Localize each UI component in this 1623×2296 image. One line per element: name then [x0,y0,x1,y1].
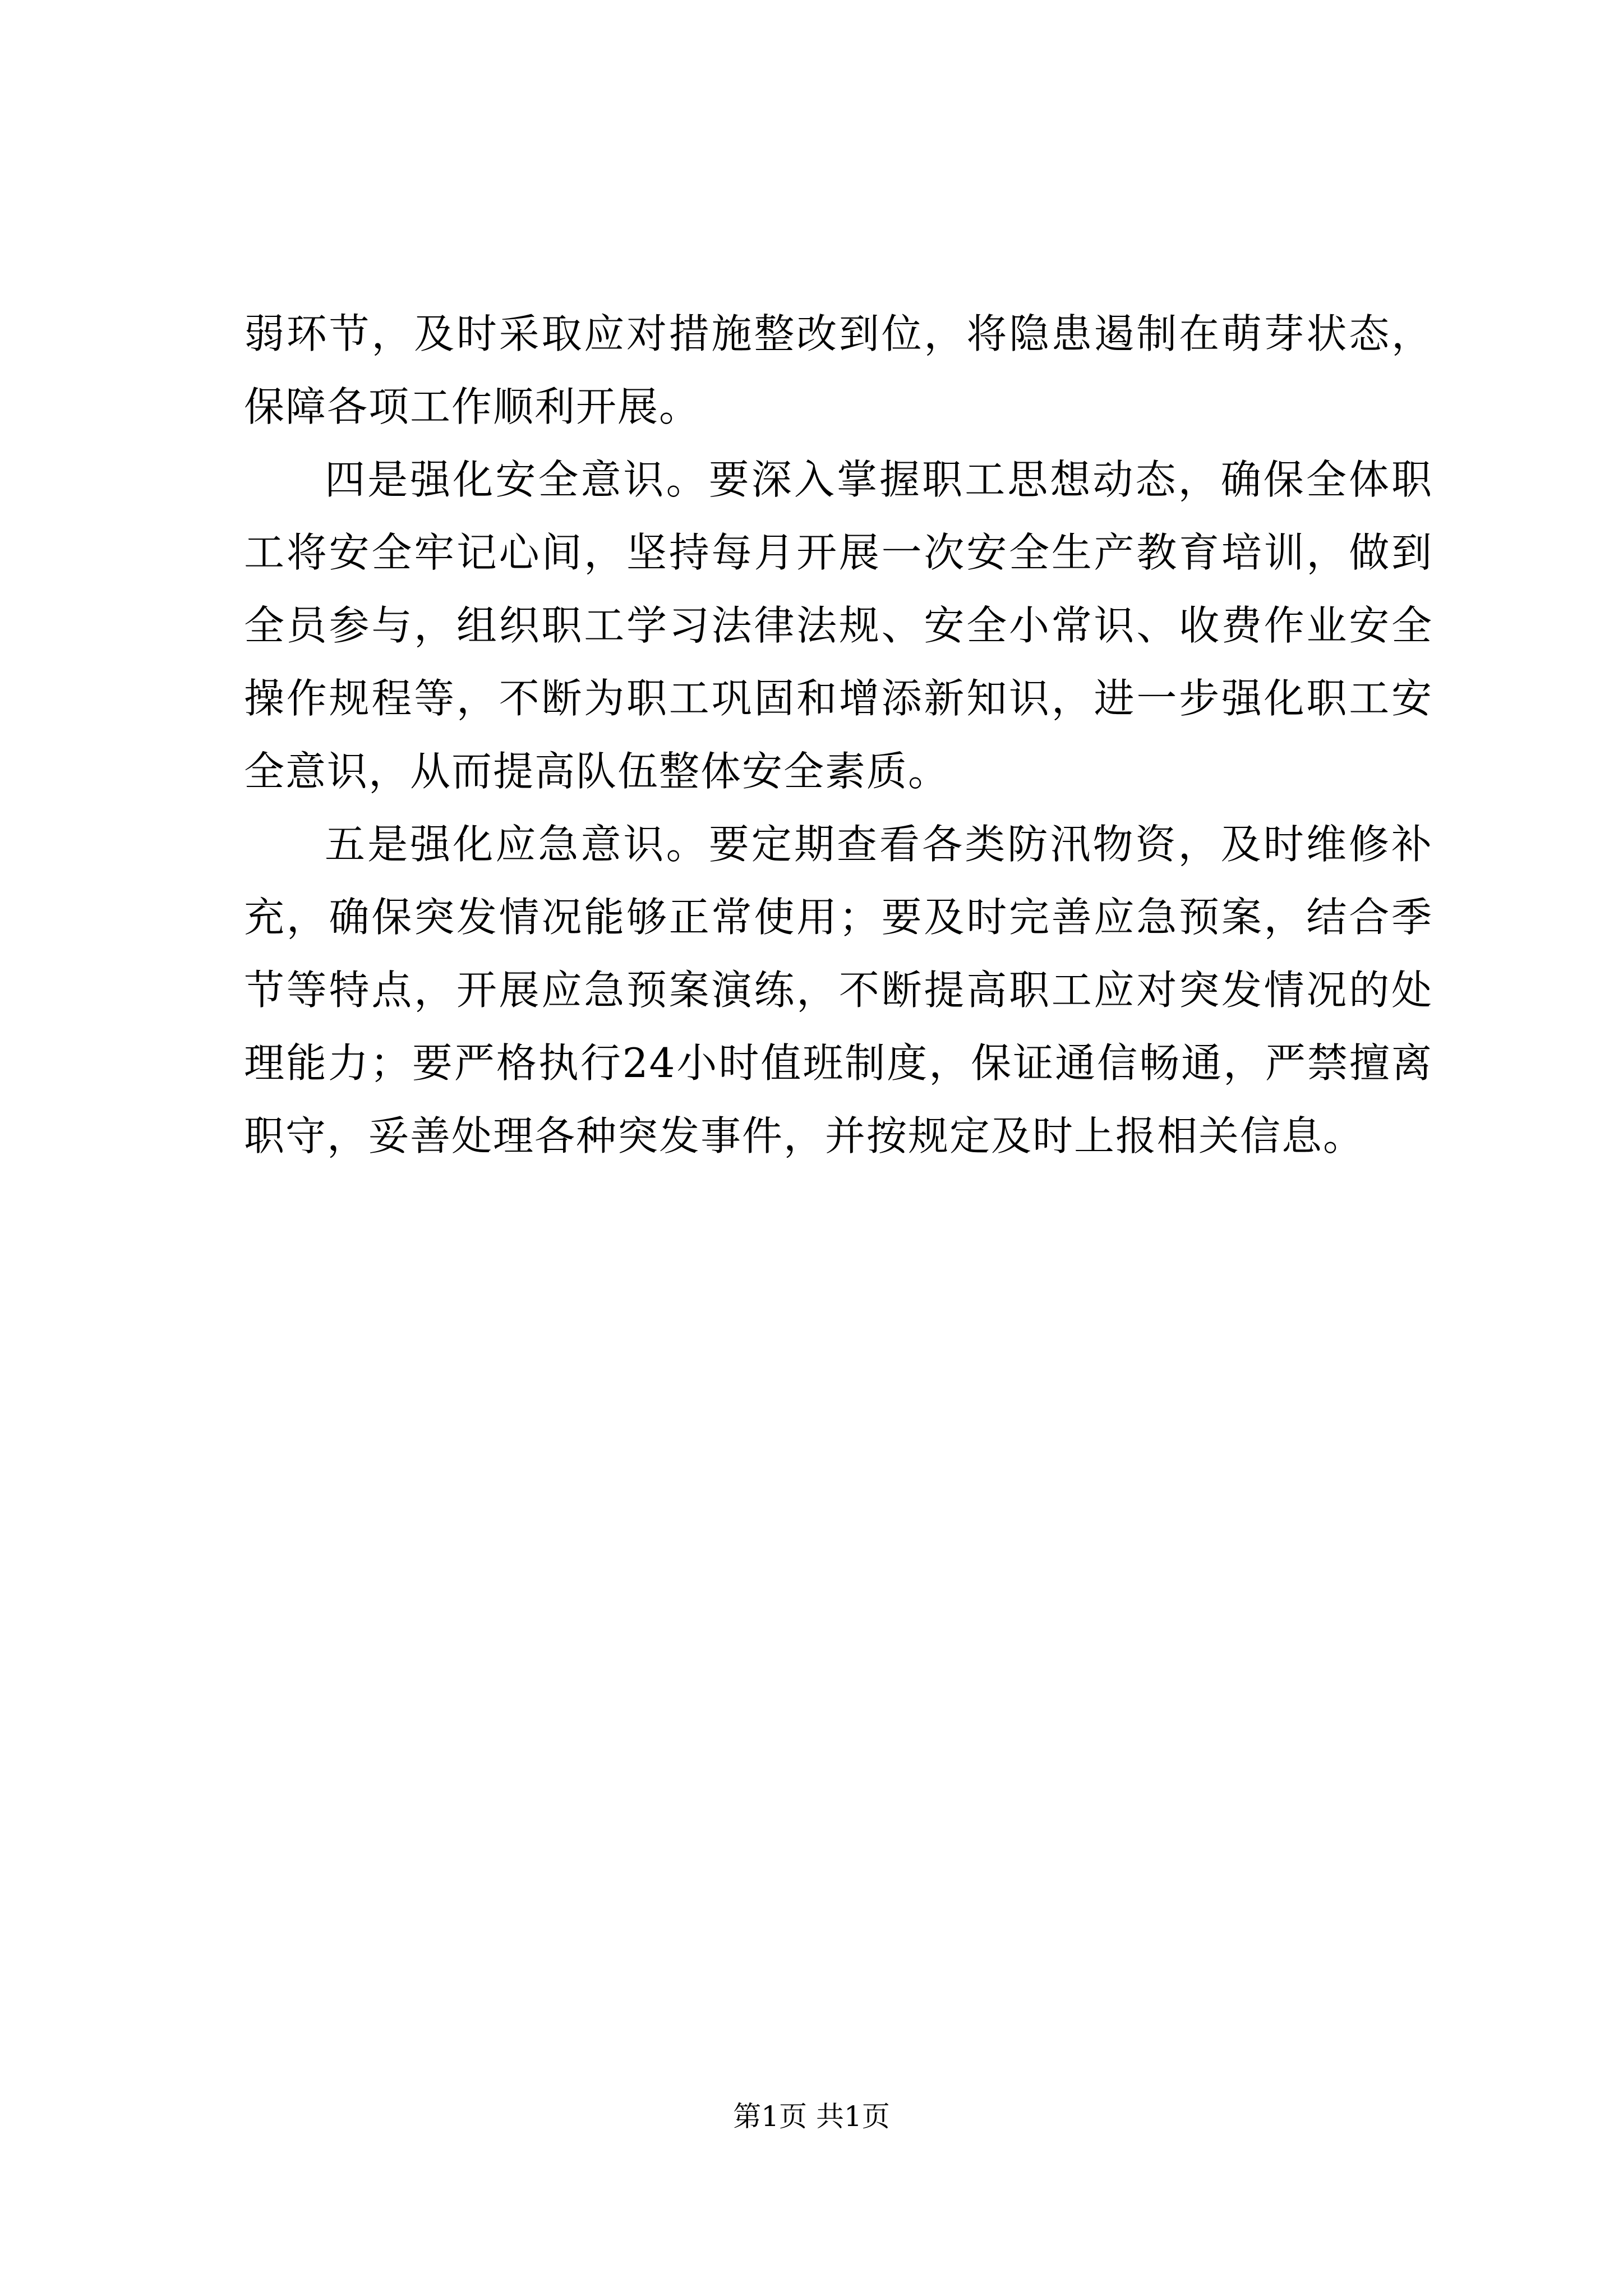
paragraph-safety-awareness: 四是强化安全意识。要深入掌握职工思想动态，确保全体职工将安全牢记心间，坚持每月开展一次安全生产教育培训，做到全员参与，组织职工学习法律法规、安全小常识、收费作业安全操作规程等，不断为职工巩固和增添新知识，进一步强化职工安全意识，从而提高队伍整体安全素质。 [244,456,1433,795]
page-number-footer: 第1页 共1页 [733,2100,890,2133]
document-body [244,297,1433,1172]
paragraph-emergency-awareness: 五是强化应急意识。要定期查看各类防汛物资，及时维修补充，确保突发情况能够正常使用；要及时完善应急预案，结合季节等特点，开展应急预案演练，不断提高职工应对突发情况的处理能力；要严格执行24小时值班制度，保证通信畅通，严禁擅离职守，妥善处理各种突发事件，并按规定及时上报相关信息。 [244,821,1433,1159]
paragraph-continuation: 弱环节，及时采取应对措施整改到位，将隐患遏制在萌芽状态，保障各项工作顺利开展。 [244,310,1433,430]
